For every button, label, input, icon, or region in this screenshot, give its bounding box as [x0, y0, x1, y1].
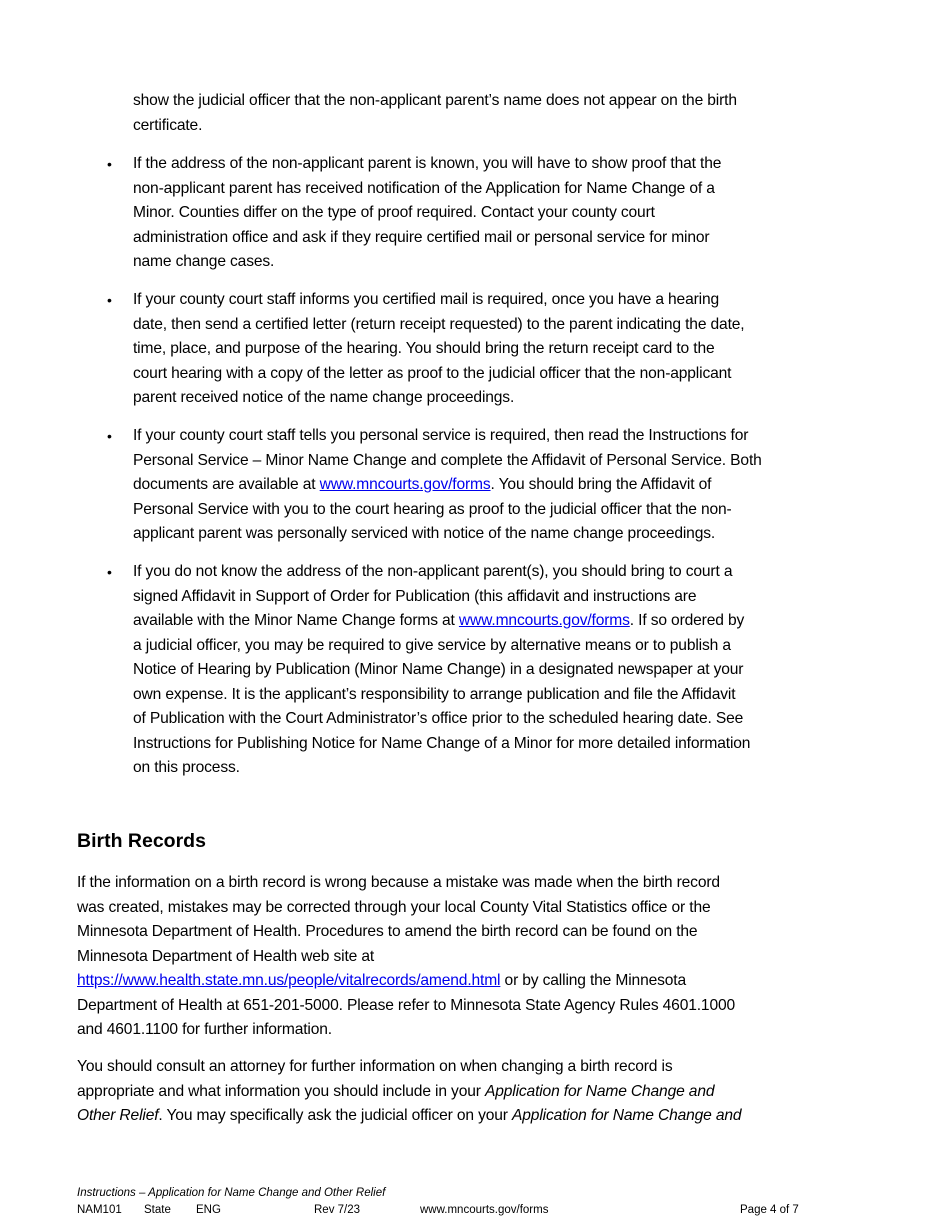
- text: show the judicial officer that the non-applicant parent’s name does not appear on the birth: [133, 92, 737, 109]
- text: parent received notice of the name change proceedings.: [133, 389, 515, 406]
- paragraph: [133, 89, 737, 138]
- bullet-item: [107, 152, 722, 275]
- text-line: [133, 658, 750, 683]
- paragraph: [77, 1055, 741, 1129]
- text: Personal Service – Minor Name Change and complete the Affidavit of Personal Service. Both: [133, 451, 762, 469]
- link[interactable]: www.mncourts.gov/forms: [319, 476, 491, 493]
- text-line: [133, 522, 762, 547]
- text-line: [133, 449, 762, 474]
- text-line: [77, 945, 735, 970]
- text-line: [77, 896, 735, 921]
- paragraph: [77, 871, 735, 1043]
- text-line: [133, 250, 721, 275]
- text: name change cases.: [133, 253, 275, 270]
- text: certificate.: [133, 116, 203, 134]
- footer-title-text: Instructions – Application for Name Change and Other Relief: [77, 1187, 386, 1199]
- text: Minnesota Department of Health. Procedures to amend the birth record can be found on the: [77, 923, 698, 940]
- text: Department of Health at 651-201-5000. Please refer to Minnesota State Agency Rules 4601.1000: [77, 996, 736, 1014]
- text: on this process.: [133, 759, 240, 776]
- text: Minor. Counties differ on the type of proof required. Contact your county court: [133, 204, 655, 221]
- text-line: [133, 707, 750, 732]
- text: signed Affidavit in Support of Order for Publication (this affidavit and instructions are: [133, 587, 697, 605]
- text: If your county court staff informs you certified mail is required, once you have a hearing: [133, 291, 720, 308]
- text: Instructions for Publishing Notice for Name Change of a Minor for more detailed information: [133, 734, 751, 752]
- text-line: [77, 969, 735, 994]
- text: own expense. It is the applicant’s responsibility to arrange publication and file the Affidavit: [133, 685, 736, 703]
- text: . If so ordered by: [629, 612, 745, 629]
- text: . You may specifically ask the judicial officer on your: [158, 1107, 513, 1124]
- bullet-item: [107, 424, 762, 547]
- footer-title: [77, 1186, 385, 1201]
- text-line: [133, 226, 721, 251]
- footer-info: [77, 1203, 817, 1218]
- bullet-icon: •: [107, 428, 112, 444]
- text: You should consult an attorney for further information on when changing a birth record is: [77, 1058, 673, 1075]
- text-line: [77, 994, 735, 1019]
- text-line: [77, 1080, 741, 1105]
- text: administration office and ask if they require certified mail or personal service for minor: [133, 228, 710, 246]
- text-line: [133, 152, 721, 177]
- text-line: [133, 756, 750, 781]
- text-line: [133, 732, 750, 757]
- footer-page-number: Page 4 of 7: [740, 1204, 799, 1216]
- text: applicant parent was personally serviced with notice of the name change proceedings.: [133, 525, 716, 542]
- text-line: [77, 1055, 741, 1080]
- text: . You should bring the Affidavit of: [490, 476, 712, 493]
- text: of Publication with the Court Administrator’s office prior to the scheduled hearing date. See: [133, 710, 744, 727]
- bullet-item: [107, 560, 751, 781]
- text-line: [133, 634, 750, 659]
- text: time, place, and purpose of the hearing. You should bring the return receipt card to the: [133, 340, 715, 357]
- text-line: [133, 498, 762, 523]
- link[interactable]: www.mncourts.gov/forms: [458, 612, 630, 629]
- text: If the information on a birth record is wrong because a mistake was made when the birth record: [77, 874, 720, 891]
- footer-form-code: NAM101: [77, 1204, 122, 1216]
- text-line: [133, 337, 744, 362]
- text: non-applicant parent has received notification of the Application for Name Change of a: [133, 179, 715, 197]
- text-line: [133, 585, 750, 610]
- text-line: [133, 89, 737, 114]
- text-line: [133, 201, 721, 226]
- bullet-icon: •: [107, 156, 112, 172]
- text-line: [77, 1104, 741, 1129]
- text: If the address of the non-applicant parent is known, you will have to show proof that the: [133, 155, 722, 172]
- text: Minnesota Department of Health web site at: [77, 947, 375, 965]
- text: If your county court staff tells you personal service is required, then read the Instructions for: [133, 427, 749, 444]
- footer-revision: Rev 7/23: [314, 1204, 361, 1216]
- italic-text: Application for Name Change and: [512, 1107, 742, 1124]
- bullet-icon: •: [107, 564, 112, 580]
- text: and 4601.1100 for further information.: [77, 1021, 332, 1038]
- footer-language: ENG: [196, 1204, 221, 1216]
- text: Personal Service with you to the court hearing as proof to the judicial officer that the non-: [133, 500, 732, 518]
- text: Notice of Hearing by Publication (Minor Name Change) in a designated newspaper at your: [133, 661, 744, 678]
- text: or by calling the Minnesota: [500, 972, 686, 989]
- text-line: [133, 473, 762, 498]
- footer-url: www.mncourts.gov/forms: [420, 1204, 549, 1216]
- text-line: [133, 560, 750, 585]
- section-heading-birth-records: Birth Records: [77, 830, 206, 852]
- text-line: [133, 288, 744, 313]
- link[interactable]: https://www.health.state.mn.us/people/vitalrecords/amend.html: [77, 972, 501, 989]
- text-line: [133, 424, 762, 449]
- text-line: [133, 683, 750, 708]
- footer-jurisdiction: State: [144, 1204, 171, 1216]
- text: appropriate and what information you should include in your: [77, 1082, 485, 1100]
- italic-text: Application for Name Change and: [484, 1082, 715, 1100]
- text-line: [133, 114, 737, 139]
- text-line: [133, 362, 744, 387]
- text: If you do not know the address of the non-applicant parent(s), you should bring to court a: [133, 563, 733, 580]
- text: court hearing with a copy of the letter as proof to the judicial officer that the non-applicant: [133, 364, 732, 382]
- bullet-item: [107, 288, 745, 411]
- text: available with the Minor Name Change forms at: [133, 612, 459, 629]
- text-line: [77, 871, 735, 896]
- italic-text: Other Relief: [77, 1107, 159, 1124]
- bullet-icon: •: [107, 292, 112, 308]
- text: date, then send a certified letter (return receipt requested) to the parent indicating the date,: [133, 315, 745, 333]
- text-line: [77, 920, 735, 945]
- text: a judicial officer, you may be required to give service by alternative means or to publish a: [133, 636, 731, 654]
- text-line: [133, 386, 744, 411]
- text-line: [133, 313, 744, 338]
- text: was created, mistakes may be corrected through your local County Vital Statistics office or the: [77, 898, 711, 916]
- text: documents are available at: [133, 476, 320, 493]
- text-line: [133, 609, 750, 634]
- text-line: [133, 177, 721, 202]
- text-line: [77, 1018, 735, 1043]
